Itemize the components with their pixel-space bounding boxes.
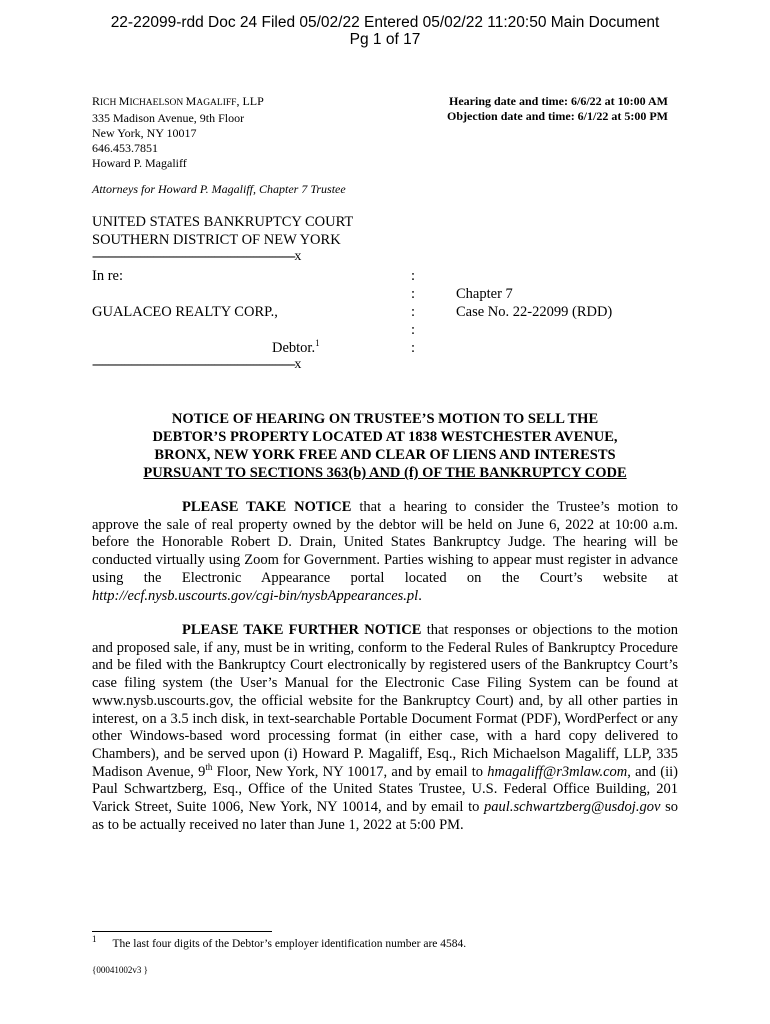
debtor-label: Debtor.$^1$ bbox=[272, 338, 320, 356]
firm-name: RICH MICHAELSON MAGALIFF, LLP bbox=[92, 94, 264, 108]
in-re-label: In re: bbox=[92, 268, 123, 284]
docket-header-line1: 22-22099-rdd Doc 24 Filed 05/02/22 Entered 05/02/22 11:20:50 Main Document bbox=[110, 14, 660, 31]
title-line-1: NOTICE OF HEARING ON TRUSTEE’S MOTION TO SELL THE bbox=[171, 411, 599, 427]
court-name bbox=[92, 213, 353, 249]
firm-phone: 646.453.7851 bbox=[92, 141, 158, 155]
firm-address-2: New York, NY 10017 bbox=[92, 126, 197, 140]
docket-header-line2: Pg 1 of 17 bbox=[349, 31, 421, 48]
paragraph-further-notice: PLEASE TAKE FURTHER NOTICE that responses or objections to the motion and proposed sale, if any, must be in writing, conform to the Federal Rules of Bankruptcy Procedure and be filed with the Bankruptcy Court electronically by registered users of the Bankruptcy Court’s case filing system (the User’s Manual for the Electronic Case Filing System can be found at www.nysb.uscourts.gov, the official website for the Bankruptcy Court) and, by all other parties in interest, on a 3.5 inch disk, in text-searchable Portable Document Format (PDF), WordPerfect or any other Windows-based word processing format (in either case, with a hard copy delivered to Chambers), and be served upon (i) Howard P. Magaliff, Esq., Rich Michaelson Magaliff, LLP, 335 Madison Avenue, 9th Floor, New York, NY 10017, and by email to hmagaliff@r3mlaw.com, and (ii) Paul Schwartzberg, Esq., Office of the United States Trustee, U.S. Federal Office Building, 201 Varick Street, Suite 1006, New York, NY 10014, and by email to paul.schwartzberg@usdoj.gov so as to be actually received no later than June 1, 2022 at 5:00 PM. bbox=[92, 622, 679, 833]
caption-top-rule: ---------------------------------------------------------------x bbox=[92, 249, 300, 264]
chapter-label: Chapter 7 bbox=[456, 286, 513, 302]
title-line-4: PURSUANT TO SECTIONS 363(b) AND (f) OF THE BANKRUPTCY CODE bbox=[143, 465, 627, 481]
footnote-number: 1 bbox=[92, 934, 97, 945]
footnote bbox=[92, 934, 678, 950]
email-magaliff: hmagaliff@r3mlaw.com bbox=[487, 763, 628, 780]
title-line-2: DEBTOR’S PROPERTY LOCATED AT 1838 WESTCHESTER AVENUE, bbox=[152, 429, 618, 445]
email-schwartzberg: paul.schwartzberg@usdoj.gov bbox=[484, 799, 661, 816]
firm-attorney: Howard P. Magaliff bbox=[92, 156, 187, 170]
notice-title bbox=[92, 410, 678, 482]
caption-colons: : : : : : bbox=[411, 268, 416, 356]
title-line-3: BRONX, NEW YORK FREE AND CLEAR OF LIENS AND INTERESTS bbox=[154, 447, 616, 463]
paragraph-notice: PLEASE TAKE NOTICE that a hearing to consider the Trustee’s motion to approve the sale of real property owned by the debtor will be held on June 6, 2022 at 10:00 a.m. before the Honorable Robert D. Drain, United States Bankruptcy Judge. The hearing will be conducted virtually using Zoom for Government. Parties wishing to appear must register in advance using the Electronic Appearance portal located on the Court’s website at http://ecf.nysb.uscourts.gov/cgi-bin/nysbAppearances.pl. bbox=[92, 499, 678, 604]
further-notice-lead: PLEASE TAKE FURTHER NOTICE bbox=[182, 622, 422, 638]
appearances-url: http://ecf.nysb.uscourts.gov/cgi-bin/nysbAppearances.pl bbox=[92, 587, 419, 604]
hearing-dates bbox=[420, 94, 668, 124]
firm-address-1: 335 Madison Avenue, 9th Floor bbox=[92, 111, 245, 125]
case-number: Case No. 22-22099 (RDD) bbox=[456, 304, 613, 320]
objection-date: Objection date and time: 6/1/22 at 5:00 PM bbox=[447, 109, 668, 123]
hearing-date: Hearing date and time: 6/6/22 at 10:00 AM bbox=[449, 94, 668, 108]
footnote-ref: 1 bbox=[315, 338, 320, 349]
firm-block bbox=[92, 94, 392, 171]
notice-lead: PLEASE TAKE NOTICE bbox=[182, 499, 352, 515]
footnote-rule bbox=[92, 931, 272, 932]
court-line-2: SOUTHERN DISTRICT OF NEW YORK bbox=[92, 232, 341, 248]
debtor-name: GUALACEO REALTY CORP., bbox=[92, 304, 278, 320]
footnote-text: The last four digits of the Debtor’s employer identification number are 4584. bbox=[112, 938, 467, 950]
attorneys-for: Attorneys for Howard P. Magaliff, Chapter 7 Trustee bbox=[92, 182, 346, 196]
caption-bottom-rule: ---------------------------------------------------------------x bbox=[92, 357, 300, 372]
court-line-1: UNITED STATES BANKRUPTCY COURT bbox=[92, 214, 354, 230]
document-id: {00041002v3 } bbox=[92, 965, 148, 975]
